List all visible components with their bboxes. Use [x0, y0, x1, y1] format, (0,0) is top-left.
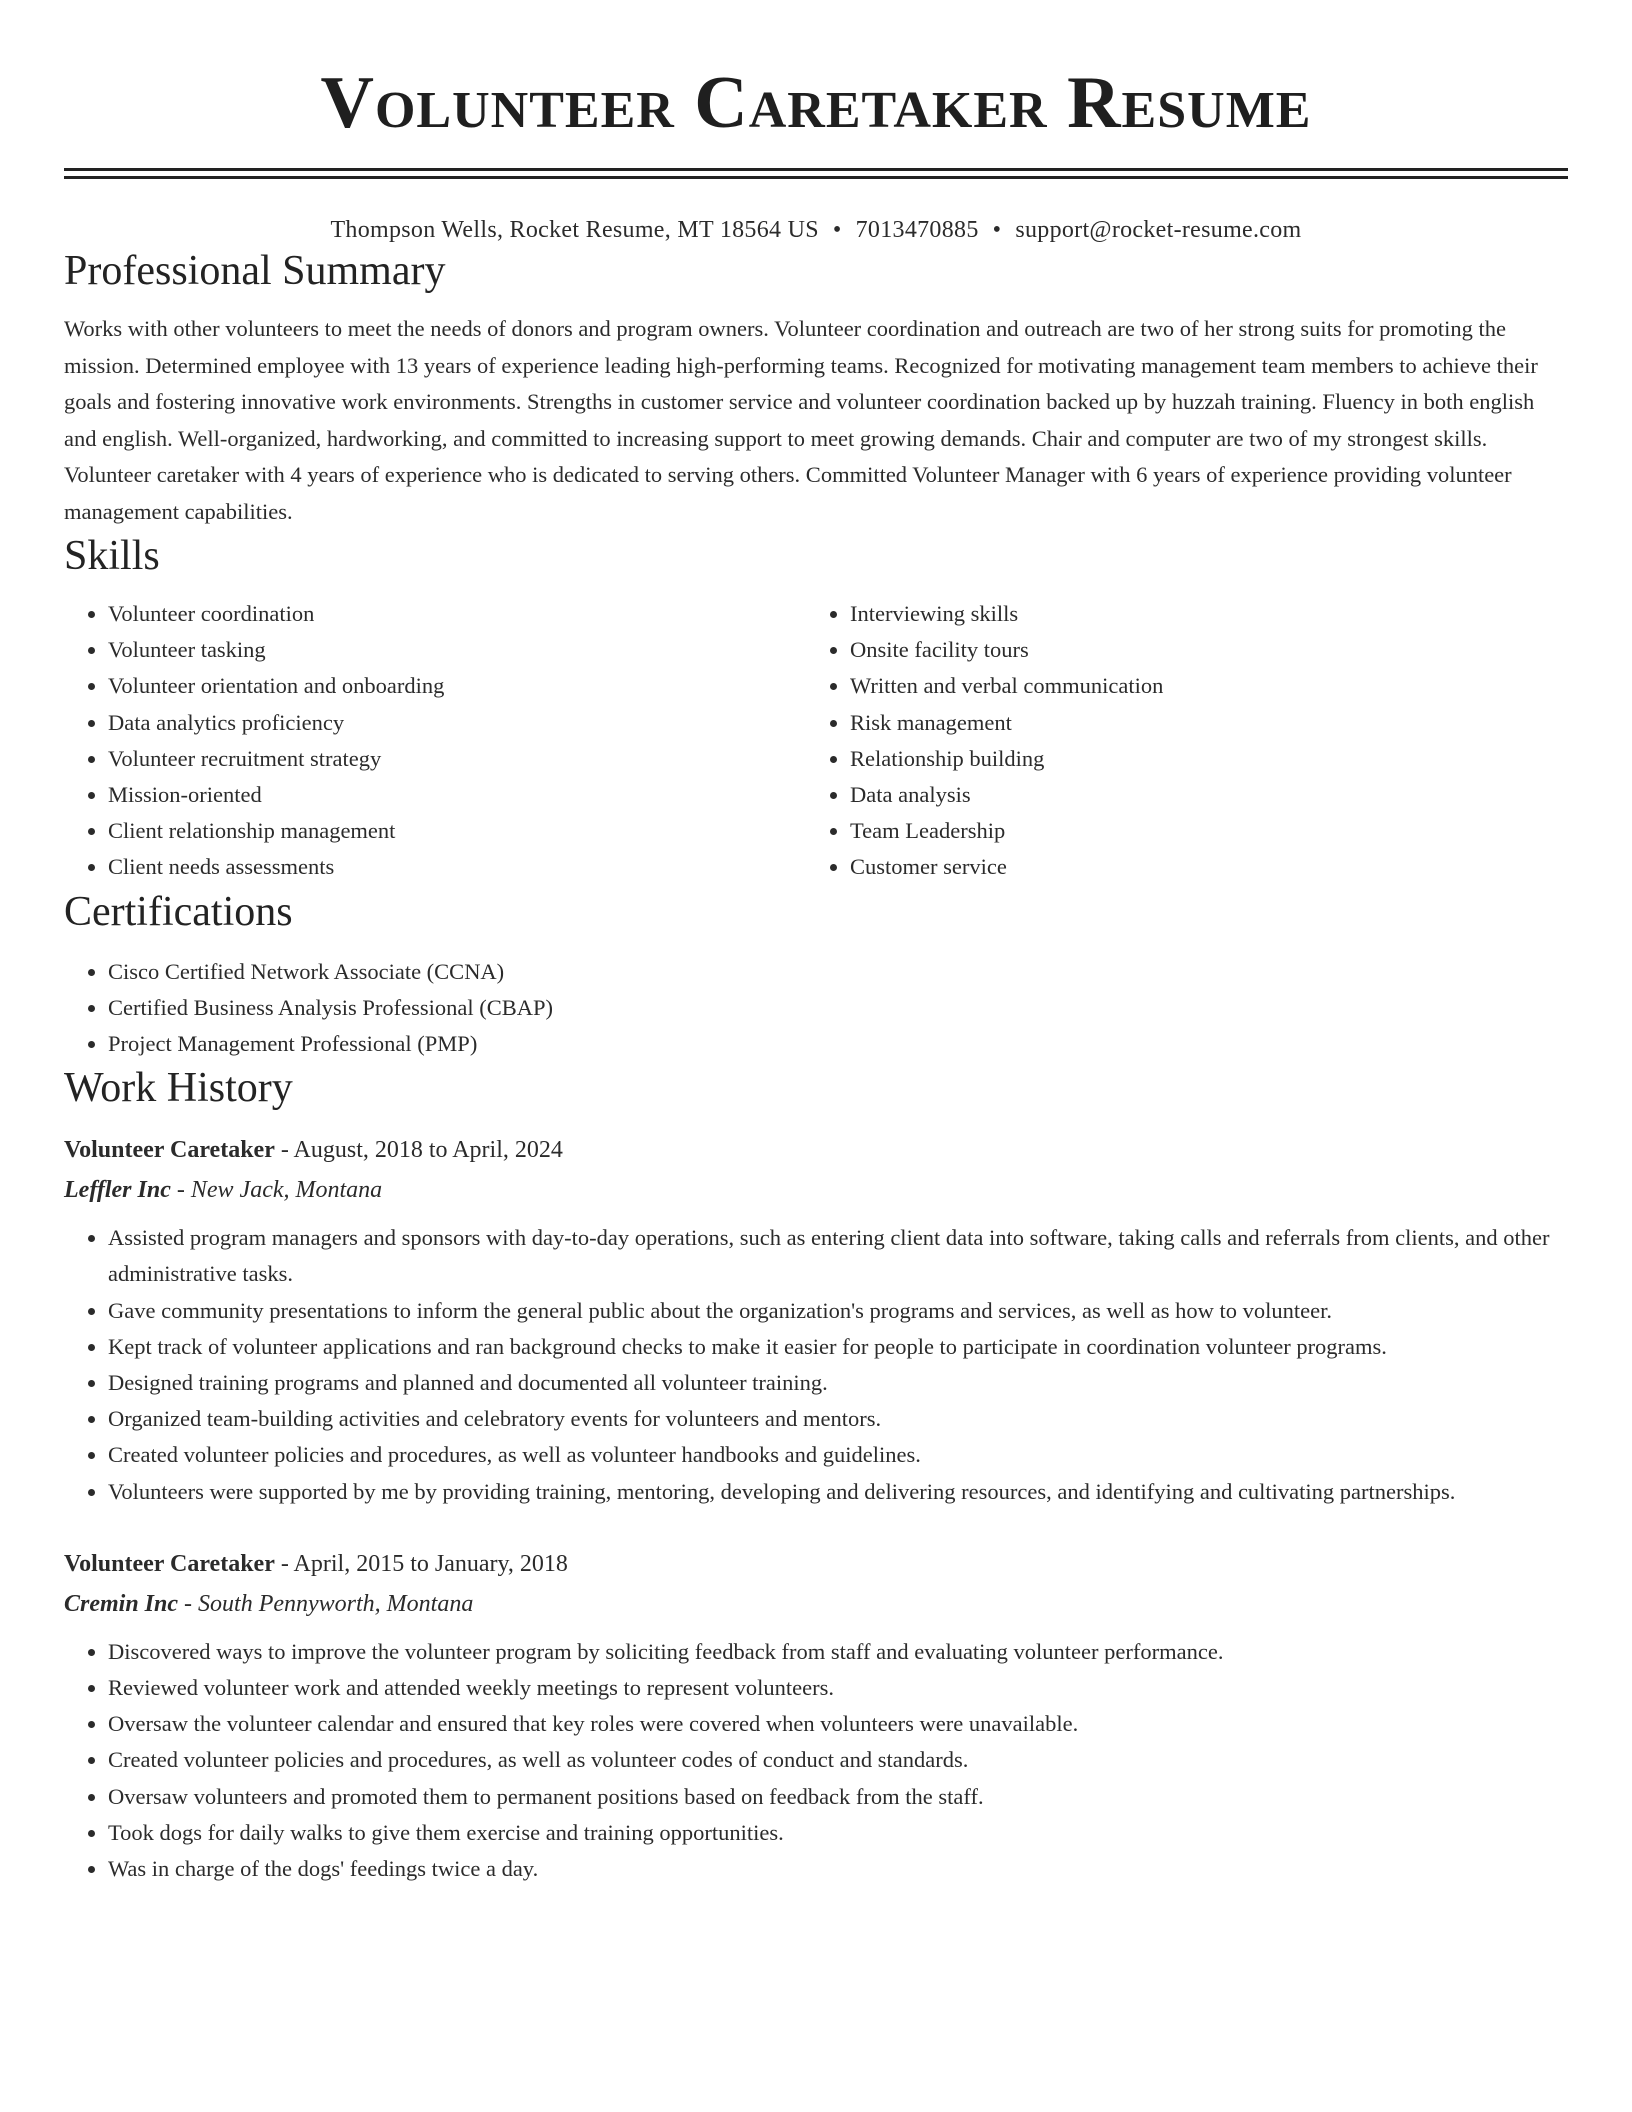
summary-text: Works with other volunteers to meet the needs of donors and program owners. Volunteer coordination and outreach are two of her strong suits for promoting the mission. Determined employee with 13 years of experience leading high-performing teams. Recognized for motivating management team members to achieve their goals and fostering innovative work environments. Strengths in customer service and volunteer coordination backed up by huzzah training. Fluency in both english and english. Well-organized, hardworking, and committed to increasing support to meet growing demands. Chair and computer are two of my strongest skills. Volunteer caretaker with 4 years of experience who is dedicated to serving others. Committed Volunteer Manager with 6 years of experience providing volunteer management capabilities.: [64, 316, 1538, 524]
job-entry: [64, 1130, 1568, 1510]
certification-item: • Certified Business Analysis Professional (CBAP): [108, 990, 1568, 1026]
skill-item: • Interviewing skills: [850, 596, 1548, 632]
contact-address: Thompson Wells, Rocket Resume, MT 18564 US: [330, 217, 819, 243]
skill-item: • Volunteer orientation and onboarding: [108, 668, 806, 704]
skill-item: • Written and verbal communication: [850, 668, 1548, 704]
job-bullet: • Discovered ways to improve the volunteer program by soliciting feedback from staff and evaluating volunteer performance.: [108, 1634, 1568, 1670]
certifications-heading: Certifications: [64, 888, 293, 935]
skills-columns: [64, 596, 1568, 886]
job-dates: - April, 2015 to January, 2018: [274, 1550, 568, 1577]
skills-right-list: [806, 596, 1548, 886]
certifications-list: [64, 954, 1568, 1063]
job-bullet: • Designed training programs and planned and documented all volunteer training.: [108, 1365, 1568, 1401]
skill-item: • Volunteer tasking: [108, 632, 806, 668]
contact-separator: •: [992, 217, 1002, 243]
skill-item: • Data analysis: [850, 777, 1548, 813]
job-company: Cremin Inc: [64, 1590, 179, 1617]
skill-item: • Volunteer recruitment strategy: [108, 741, 806, 777]
job-location: - South Pennyworth, Montana: [178, 1590, 474, 1617]
skill-item: • Data analytics proficiency: [108, 705, 806, 741]
job-bullet: • Organized team-building activities and celebratory events for volunteers and mentors.: [108, 1401, 1568, 1437]
contact-phone: 7013470885: [855, 217, 979, 243]
job-bullet: • Assisted program managers and sponsors with day-to-day operations, such as entering client data into software, taking calls and referrals from clients, and other administrative tasks.: [108, 1220, 1568, 1292]
job-title: Volunteer Caretaker: [64, 1137, 275, 1164]
certification-item: • Cisco Certified Network Associate (CCNA): [108, 954, 1568, 990]
job-bullet: • Oversaw volunteers and promoted them to permanent positions based on feedback from the staff.: [108, 1779, 1568, 1815]
job-bullet: • Created volunteer policies and procedures, as well as volunteer codes of conduct and standards.: [108, 1742, 1568, 1778]
skill-item: • Onsite facility tours: [850, 632, 1548, 668]
skill-item: • Relationship building: [850, 741, 1548, 777]
skills-heading: Skills: [64, 533, 160, 579]
job-dates: - August, 2018 to April, 2024: [274, 1137, 563, 1164]
job-company: Leffler Inc: [64, 1177, 171, 1204]
resume-title: Volunteer Caretaker Resume: [320, 62, 1312, 144]
skills-left-list: [64, 596, 806, 886]
skill-item: • Customer service: [850, 849, 1548, 885]
job-company-line: [64, 1584, 1568, 1624]
job-location: - New Jack, Montana: [170, 1177, 383, 1204]
contact-email: support@rocket-resume.com: [1015, 217, 1302, 243]
contact-separator: •: [832, 217, 842, 243]
job-bullets: [64, 1634, 1568, 1887]
job-bullet: • Gave community presentations to inform the general public about the organization's programs and services, as well as how to volunteer.: [108, 1293, 1568, 1329]
job-bullet: • Created volunteer policies and procedures, as well as volunteer handbooks and guidelines.: [108, 1437, 1568, 1473]
skill-item: • Mission-oriented: [108, 777, 806, 813]
skill-item: • Risk management: [850, 705, 1548, 741]
skill-item: • Team Leadership: [850, 813, 1548, 849]
job-entry: [64, 1544, 1568, 1887]
job-bullet: • Took dogs for daily walks to give them exercise and training opportunities.: [108, 1815, 1568, 1851]
skill-item: • Client relationship management: [108, 813, 806, 849]
work-history-heading: Work History: [64, 1065, 293, 1112]
skill-item: • Volunteer coordination: [108, 596, 806, 632]
contact-line: [64, 215, 1568, 245]
job-title: Volunteer Caretaker: [64, 1550, 275, 1577]
job-bullet: • Oversaw the volunteer calendar and ensured that key roles were covered when volunteers were unavailable.: [108, 1706, 1568, 1742]
job-company-line: [64, 1170, 1568, 1210]
job-title-line: [64, 1130, 1568, 1170]
summary-heading: Professional Summary: [64, 248, 446, 294]
title-divider: [64, 168, 1568, 179]
job-bullet: • Kept track of volunteer applications and ran background checks to make it easier for people to participate in coordination volunteer programs.: [108, 1329, 1568, 1365]
job-bullet: • Was in charge of the dogs' feedings twice a day.: [108, 1851, 1568, 1887]
skill-item: • Client needs assessments: [108, 849, 806, 885]
job-bullets: [64, 1220, 1568, 1510]
certification-item: • Project Management Professional (PMP): [108, 1026, 1568, 1062]
job-title-line: [64, 1544, 1568, 1584]
job-bullet: • Reviewed volunteer work and attended weekly meetings to represent volunteers.: [108, 1670, 1568, 1706]
job-bullet: • Volunteers were supported by me by providing training, mentoring, developing and delivering resources, and identifying and cultivating partnerships.: [108, 1474, 1568, 1510]
